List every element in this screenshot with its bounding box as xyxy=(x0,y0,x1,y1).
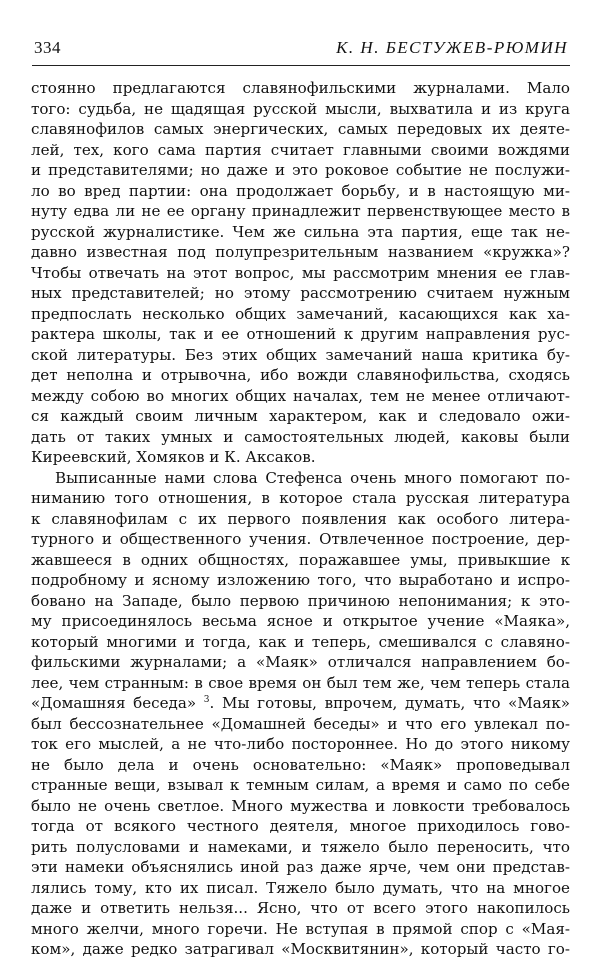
text-line: жавшееся в одних общностях, поражавшее умы, привыкшие к xyxy=(31,550,570,569)
page-header xyxy=(30,30,570,66)
text-line: ской литературы. Без этих общих замечаний наша критика бу- xyxy=(31,345,570,364)
text-line: между собою во многих общих началах, тем не менее отличают- xyxy=(31,386,570,405)
text-line: фильскими журналами; а «Маяк» отличался направлением бо- xyxy=(31,653,570,671)
text-line: было не очень светлое. Много мужества и ловкости требовалось xyxy=(31,796,570,815)
text-line: даже и ответить нельзя... Ясно, что от всего этого накопилось xyxy=(31,899,570,917)
text-line: того: судьба, не щадящая русской мысли, выхватила и из круга xyxy=(31,99,570,118)
text-line: Выписанные нами слова Стефенса очень много помогают по- xyxy=(55,468,570,487)
text-line: странные вещи, взывал к темным силам, а время и само по себе xyxy=(31,776,570,794)
text-line: стоянно предлагаются славянофильскими журналами. Мало xyxy=(31,79,570,97)
text-fragment: «Домашняя беседа» xyxy=(31,694,197,712)
text-line: ных представителей; но этому рассмотрению считаем нужным xyxy=(31,284,570,302)
text-line: лей, тех, кого сама партия считает главными своими вождями xyxy=(31,140,570,159)
text-line: дет неполна и отрывочна, ибо вожди славянофильства, сходясь xyxy=(31,366,570,384)
text-line-with-footnote: «Домашняя беседа» $^3$. Мы готовы, впрочем, думать, что «Маяк» xyxy=(31,694,570,712)
text-line: ло во вред партии: она продолжает борьбу, и в настоящую ми- xyxy=(31,181,570,200)
text-line: рить полусловами и намеками, и тяжело было переносить, что xyxy=(31,837,570,856)
text-line: подробному и ясному изложению того, что выработано и испро- xyxy=(31,571,570,589)
text-line: славянофилов самых энергических, самых передовых их деяте- xyxy=(31,120,570,138)
text-line: много желчи, много горечи. Не вступая в прямой спор с «Мая- xyxy=(31,919,570,938)
body-text xyxy=(31,78,570,960)
text-line: дать от таких умных и самостоятельных людей, каковы были xyxy=(31,427,570,446)
text-line: турного и общественного учения. Отвлеченное построение, дер- xyxy=(31,530,570,548)
header-rule xyxy=(32,65,570,66)
text-line: ток его мыслей, а не что-либо постороннее. Но до этого никому xyxy=(31,735,570,753)
text-line: давно известная под полупрезрительным названием «кружка»? xyxy=(31,243,570,261)
text-line: Киреевский, Хомяков и К. Аксаков. xyxy=(31,448,316,466)
text-line: бовано на Западе, было первою причиною непонимания; к это- xyxy=(31,591,570,610)
text-line: русской журналистике. Чем же сильна эта партия, еще так не- xyxy=(31,222,570,241)
text-line: к славянофилам с их первого появления как особого литера- xyxy=(31,509,570,528)
text-line: ниманию того отношения, в которое стала русская литература xyxy=(31,489,570,507)
running-title: К. Н. БЕСТУЖЕВ-РЮМИН xyxy=(336,38,568,57)
text-line: был бессознательнее «Домашней беседы» и что его увлекал по- xyxy=(31,714,570,733)
text-line: му присоединялось весьма ясное и открытое учение «Маяка», xyxy=(31,612,570,630)
text-line: который многими и тогда, как и теперь, смешивался с славяно- xyxy=(31,632,570,651)
text-line: и представителями; но даже и это роковое событие не послужи- xyxy=(31,161,570,179)
text-line: лее, чем странным: в свое время он был тем же, чем теперь стала xyxy=(31,673,570,692)
text-line: Чтобы отвечать на этот вопрос, мы рассмотрим мнения ее глав- xyxy=(31,263,570,282)
footnote-marker[interactable]: 3 xyxy=(203,694,210,705)
text-line: ком», даже редко затрагивал «Москвитянин», который часто го- xyxy=(31,940,570,958)
text-line: нуту едва ли не ее органу принадлежит первенствующее место в xyxy=(31,202,570,220)
text-line: рактера школы, так и ее отношений к другим направления рус- xyxy=(31,325,570,343)
text-line: предпослать несколько общих замечаний, касающихся как ха- xyxy=(31,304,570,323)
text-fragment: Мы готовы, впрочем, думать, что «Маяк» xyxy=(222,694,570,712)
text-line: не было дела и очень основательно: «Маяк» проповедывал xyxy=(31,755,570,774)
text-line: лялись тому, кто их писал. Тяжело было думать, что на многое xyxy=(31,878,570,897)
text-line: эти намеки объяснялись иной раз даже ярче, чем они представ- xyxy=(31,858,570,876)
text-line: тогда от всякого честного деятеля, многое приходилось гово- xyxy=(31,817,570,835)
text-line: ся каждый своим личным характером, как и следовало ожи- xyxy=(31,407,570,425)
page-number: 334 xyxy=(34,38,61,57)
